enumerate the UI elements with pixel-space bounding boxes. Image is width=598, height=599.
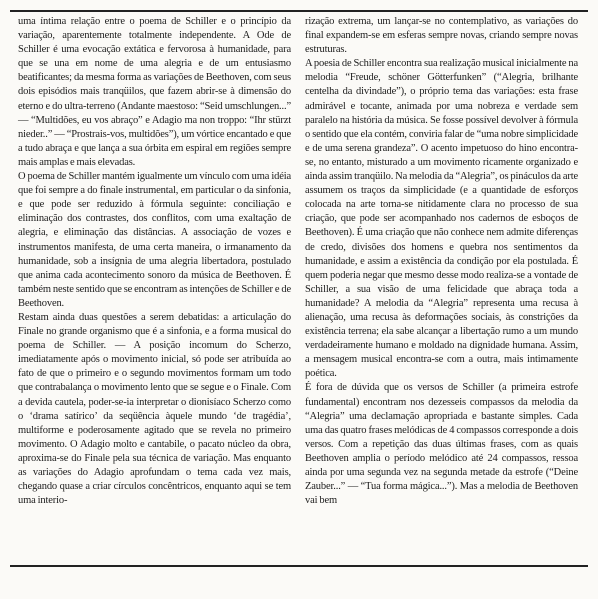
- paragraph: O poema de Schiller mantém igualmente um vínculo com uma idéia que foi sempre a do finale instrumental, em particular o da sinfonia, e que pode ser reduzido à fórmula seguinte: conciliação e eliminação dos contrastes, dos conflitos, com uma exaltação de alegria, e eliminação das distâncias. A associação de vozes e instrumentos manifesta, de uma certa maneira, o irmanamento da humanidade, sob a insígnia de uma alegria libertadora, postulado que anima cada acontecimento sonoro da música de Beethoven. É também neste sentido que se encontram as intenções de Schiller e de Beethoven.: [18, 171, 291, 309]
- bottom-rule: [10, 565, 588, 567]
- top-rule: [10, 10, 588, 12]
- left-column: [18, 15, 291, 560]
- paragraph: rização extrema, um lançar-se no contemplativo, as variações do final expandem-se em esferas sempre novas, criando sempre novas estruturas.: [305, 16, 578, 56]
- paragraph: Restam ainda duas questões a serem debatidas: a articulação do Finale no grande organismo que é a sinfonia, e a forma musical do poema de Schiller. — A posição incomum do Scherzo, imediatamente após o movimento inicial, só pode ser atribuída ao fato de que o primeiro e o segundo movimentos formam um todo que contrabalança o movimento lento que se segue e o Finale. Com a devida cautela, poder-se-ia interpretar o dionisíaco Scherzo como o ‘drama satírico’ da seqüência àquele mundo ‘de tragédia’, multiforme e poderosamente agitado que se revela no primeiro movimento. O Adagio molto e cantabile, o pacato núcleo da obra, aproxima-se do Finale pela sua técnica de variação. Mas enquanto as variações do Adagio aprofundam o tema cada vez mais, chegando quase a criar círculos concêntricos, enquanto aqui se tem uma interio-: [18, 311, 291, 507]
- right-column: [305, 15, 578, 560]
- page-body: [18, 15, 578, 560]
- paragraph: É fora de dúvida que os versos de Schiller (a primeira estrofe fundamental) encontram nos dezesseis compassos da melodia da “Alegria” uma declamação apropriada e bastante simples. Cada uma das quatro frases melódicas de 4 compassos corresponde a dois versos. Com a repetição das duas últimas frases, com as quais Beethoven amplia o período melódico até 24 compassos, ressoa ainda por uma segunda vez na segunda metade da estrofe (“Deine Zauber...” — “Tua forma mágica...”). Mas a melodia de Beethoven vai bem: [305, 382, 578, 507]
- paragraph: A poesia de Schiller encontra sua realização musical inicialmente na melodia “Freude, schöner Götterfunken” (“Alegria, brilhante centelha da divindade”), o próprio tema das variações: esta frase admirável e tocante, animada por uma nobreza e verdade sem paralelo na história da música. Se fosse possível devolver à fórmula o sentido que ela contém, conviria falar de “uma nobre simplicidade e de uma serena grandeza”. O acento impetuoso do hino encontra-se, no entanto, misturado a um movimento ricamente organizado e ainda assim tranqüilo. Na melodia da “Alegria”, os pináculos da arte assumem os traços da simplicidade (e a quantidade de esforços colocada na arte torna-se nitidamente clara no processo de sua criação, que pode ser acompanhado nos cadernos de esboços de Beethoven). É uma criação que não conhece nem admite diferenças de credo, divisões dos homens e quebra nos sentimentos da humanidade, e assim a existência da condição por ela postulada. É quem poderia negar que mesmo desse modo realiza-se a vontade de Schiller, a sua visão de uma felicidade que abraça toda a humanidade? A melodia da “Alegria” representa uma recusa à alienação, uma recusa às deformações sociais, às constrições da existência terrena; ela sabe alcançar a libertação rumo a um mundo verdadeiramente humano e moldado na dignidade humana. Assim, a mensagem musical encontra-se com a outra, mais intimamente poética.: [305, 58, 578, 380]
- paragraph: uma íntima relação entre o poema de Schiller e o princípio da variação, aparentemente totalmente independente. A Ode de Schiller é uma evocação extática e fervorosa à humanidade, para que se una em nome de uma alegria e de um entusiasmo beatificantes; da mesma forma as variações de Beethoven, com seus dois episódios mais tranqüilos, que fazem abrir-se à dimensão do eterno e do ultra-terreno (Andante maestoso: “Seid umschlungen...” — “Multidões, eu vos abraço” e Adagio ma non troppo: “Ihr stürzt nieder..” — “Prostrais-vos, multidões”), um vórtice encantado e que a tudo abraça e que lança a sua órbita em espiral em regiões sempre mais amplas e mais elevadas.: [18, 16, 291, 168]
